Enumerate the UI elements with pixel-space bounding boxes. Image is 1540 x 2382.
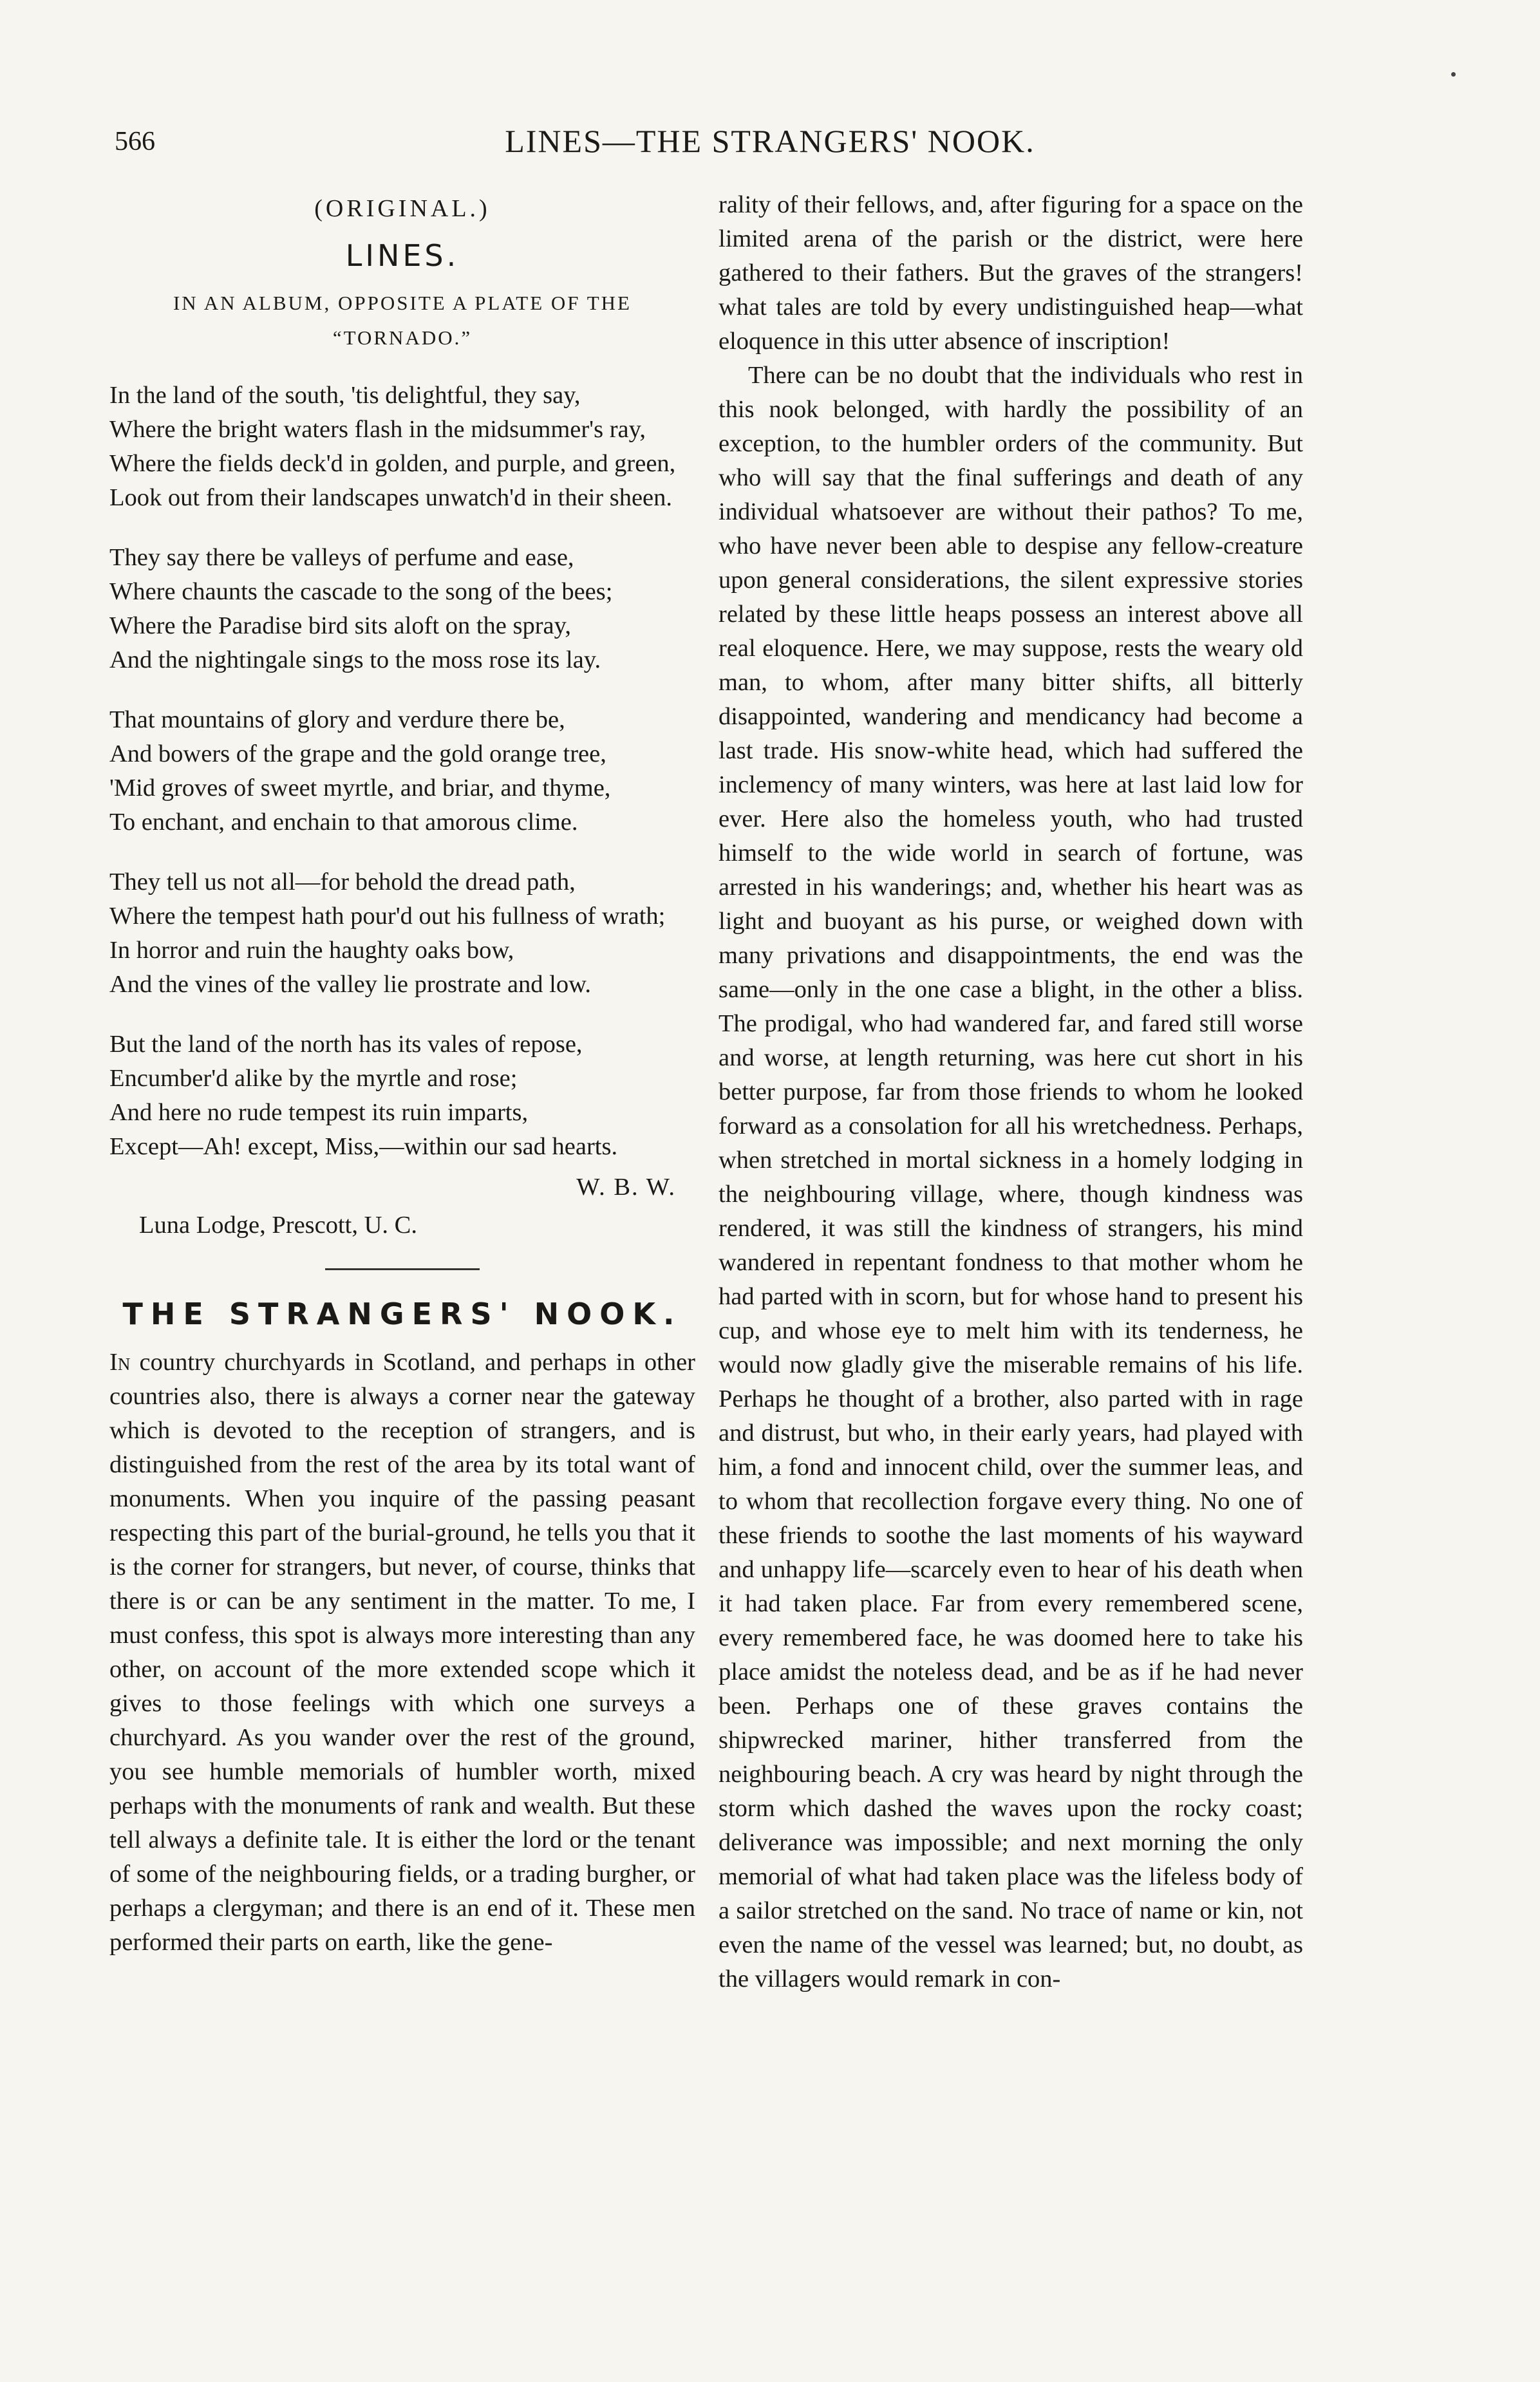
page-number: 566 — [115, 127, 155, 156]
poem-title: LINES. — [345, 238, 460, 273]
poem-line: They tell us not all—for behold the dread path, — [109, 868, 576, 896]
stanza-3 — [109, 703, 695, 839]
article-text-left: country churchyards in Scotland, and perhaps in other countries also, there is always a corner near the gateway which is devoted to the reception of strangers, and is distinguished from the rest of the area by its total want of monuments. When you inquire of the passing peasant respecting this part of the burial-ground, he tells you that it is the corner for strangers, but never, of course, thinks that there is or can be any sentiment in the matter. To me, I must confess, this spot is always more interesting than any other, on account of the more extended scope which it gives to those feelings with which one surveys a churchyard. As you wander over the rest of the ground, you see humble memorials of humbler worth, mixed perhaps with the monuments of rank and wealth. But these tell always a definite tale. It is either the lord or the tenant of some of the neighbouring fields, or a trading burgher, or perhaps a clergyman; and there is an end of it. These men performed their parts on earth, like the gene- — [109, 1349, 695, 1956]
ink-speck — [1451, 72, 1456, 77]
stanza-5 — [109, 1027, 695, 1164]
running-title: LINES—THE STRANGERS' NOOK. — [505, 123, 1035, 159]
poem-line: Where the bright waters flash in the midsummer's ray, — [109, 416, 646, 443]
poem-line: In horror and ruin the haughty oaks bow, — [109, 937, 514, 964]
article-paragraph-1 — [109, 1346, 695, 1960]
poem-subtitle: IN AN ALBUM, OPPOSITE A PLATE OF THE “TORNADO.” — [173, 292, 632, 349]
stanza-1 — [109, 379, 695, 515]
article-title: THE STRANGERS' NOOK. — [122, 1297, 682, 1331]
poem-line: Except—Ah! except, Miss,—within our sad hearts. — [109, 1133, 618, 1160]
stanza-4 — [109, 865, 695, 1002]
poem-line: In the land of the south, 'tis delightful, they say, — [109, 382, 581, 409]
stanza-2 — [109, 541, 695, 677]
poem-line: And the vines of the valley lie prostrate and low. — [109, 971, 592, 998]
drop-word: In — [109, 1349, 131, 1376]
poem-line: And bowers of the grape and the gold orange tree, — [109, 740, 606, 767]
poem-line: Encumber'd alike by the myrtle and rose; — [109, 1065, 518, 1092]
poem-signature: W. B. W. — [576, 1174, 676, 1201]
poem-place: Luna Lodge, Prescott, U. C. — [139, 1212, 417, 1239]
poem-line: Look out from their landscapes unwatch'd in their sheen. — [109, 484, 673, 511]
poem-line: Where the fields deck'd in golden, and purple, and green, — [109, 450, 676, 477]
poem-line: And here no rude tempest its ruin imparts, — [109, 1099, 529, 1126]
poem-line: That mountains of glory and verdure there be, — [109, 706, 565, 733]
section-divider — [325, 1268, 480, 1270]
article-paragraph-1-continued: rality of their fellows, and, after figuring for a space on the limited arena of the parish or the district, were here gathered to their fathers. But the graves of the strangers! what tales are told by every undistinguished heap—what eloquence in this utter absence of inscription! — [718, 191, 1303, 355]
poem-line: And the nightingale sings to the moss rose its lay. — [109, 646, 601, 673]
poem-line: Where the Paradise bird sits aloft on the spray, — [109, 612, 572, 639]
poem-line: 'Mid groves of sweet myrtle, and briar, and thyme, — [109, 774, 611, 802]
right-column — [718, 188, 1303, 1996]
poem-line: They say there be valleys of perfume and ease, — [109, 544, 574, 571]
poem-line: Where chaunts the cascade to the song of the bees; — [109, 578, 613, 605]
poem-line: Where the tempest hath pour'd out his fullness of wrath; — [109, 903, 666, 930]
poem-line: To enchant, and enchain to that amorous clime. — [109, 809, 578, 836]
poem-line: But the land of the north has its vales of repose, — [109, 1031, 583, 1058]
article-paragraph-2: There can be no doubt that the individuals who rest in this nook belonged, with hardly the possibility of an exception, to the humbler orders of the community. But who will say that the final sufferings and death of any individual whatsoever are without their pathos? To me, who have never been able to despise any fellow-creature upon general considerations, the silent expressive stories related by these little heaps possess an interest above all real eloquence. Here, we may suppose, rests the weary old man, to whom, after many bitter shifts, all bitterly disappointed, wandering and mendicancy had become a last trade. His snow-white head, which had suffered the inclemency of many winters, was here at last laid low for ever. Here also the homeless youth, who had trusted himself to the wide world in search of fortune, was arrested in his wanderings; and, whether his heart was as light and buoyant as his purse, or weighed down with many privations and disappointments, the end was the same—only in the one case a blight, in the other a bliss. The prodigal, who had wandered far, and fared still worse and worse, at length returning, was here cut short in his better purpose, far from those friends to whom he looked forward as a consolation for all his wretchedness. Perhaps, when stretched in mortal sickness in a homely lodging in the neighbouring village, where, though kindness was rendered, it was still the kindness of strangers, his mind wandered in repentant fondness to that mother whom he had parted with in scorn, but for whose hand to present his cup, and whose eye to melt him with its tenderness, he would now gladly give the miserable remains of his life. Perhaps he thought of a brother, also parted with in rage and distrust, but who, in their early years, had played with him, a fond and innocent child, over the summer leas, and to whom that recollection forgave every thing. No one of these friends to soothe the last moments of his wayward and unhappy life—scarcely even to hear of his death when it had taken place. Far from every remembered scene, every remembered face, he was doomed here to take his place amidst the noteless dead, and be as if he had never been. Perhaps one of these graves contains the shipwrecked mariner, hither transferred from the neighbouring beach. A cry was heard by night through the storm which dashed the waves upon the rocky coast; deliverance was impossible; and next morning the only memorial of what had taken place was the lifeless body of a sailor stretched on the sand. No trace of name or kin, not even the name of the vessel was learned; but, no doubt, as the villagers would remark in con- — [718, 362, 1303, 1993]
original-label: (ORIGINAL.) — [314, 195, 491, 222]
left-column — [109, 188, 695, 1960]
